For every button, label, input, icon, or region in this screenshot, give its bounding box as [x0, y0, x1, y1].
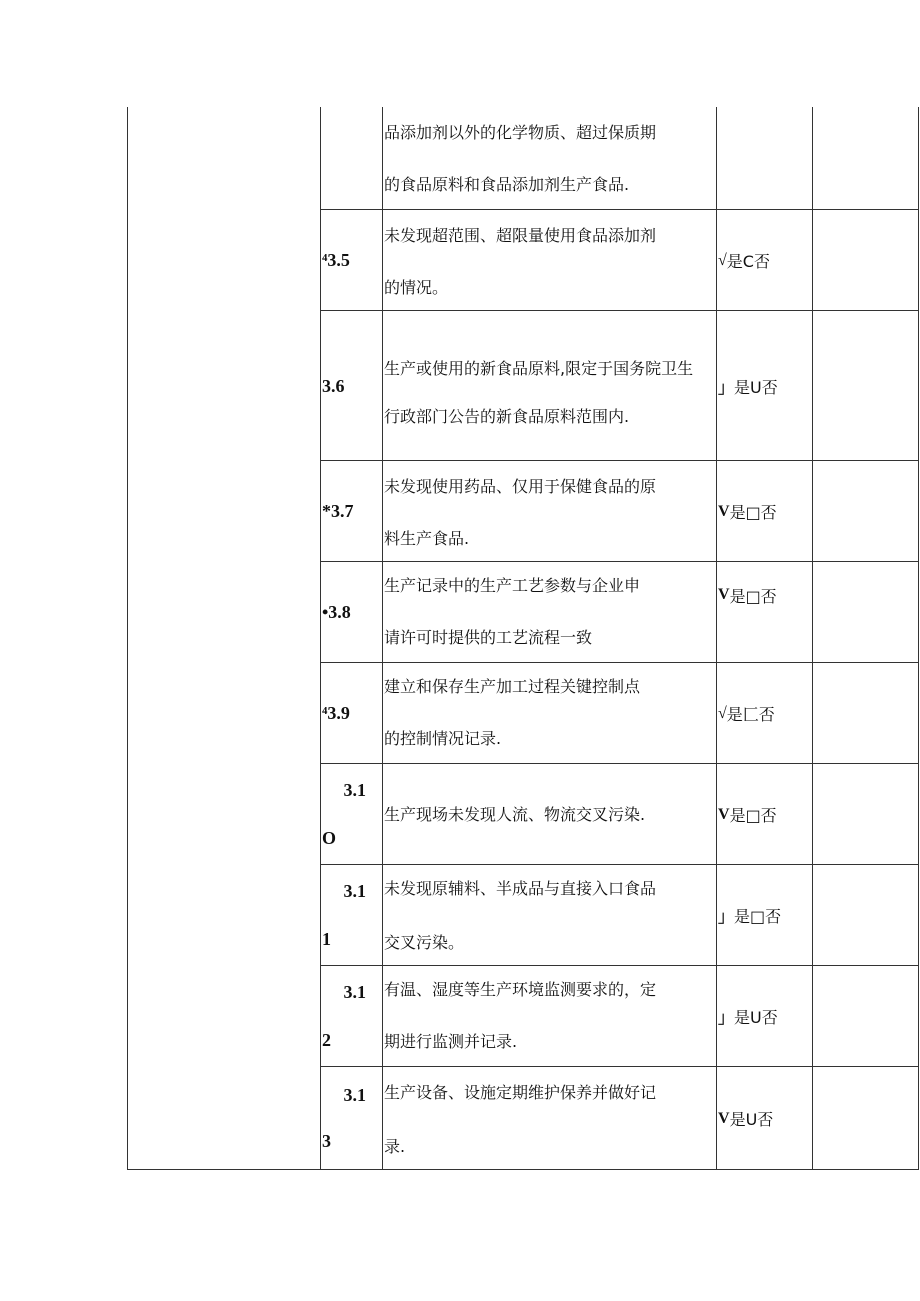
item-description — [384, 1067, 714, 1170]
description-line: 期进行监测并记录. — [384, 1032, 518, 1051]
yes-no-text: 是C否 — [726, 252, 770, 271]
check-mark: V — [718, 805, 730, 823]
item-number: 3.1 O — [322, 780, 366, 848]
description-line: 请许可时提供的工艺流程一致 — [384, 628, 593, 647]
item-number: 3.1 2 — [322, 982, 366, 1050]
description-line: 生产设备、设施定期维护保养并做好记 — [384, 1083, 657, 1102]
result-options[interactable] — [718, 764, 812, 865]
item-number: 3.1 3 — [322, 1085, 366, 1151]
description-line: 有温、湿度等生产环境监测要求的，定 — [384, 980, 657, 999]
yes-no-text: 是U否 — [729, 1110, 774, 1129]
check-mark: 」 — [718, 909, 735, 926]
yes-no-text: 是□否 — [729, 806, 777, 825]
table-row — [320, 966, 919, 1067]
check-mark: √ — [718, 704, 727, 722]
item-description — [384, 461, 714, 562]
yes-no-text: 是□否 — [734, 907, 782, 926]
description-line: 料生产食品. — [384, 529, 470, 548]
description-line: 未发现使用药品、仅用于保健食品的原 — [384, 477, 657, 496]
item-description — [384, 562, 714, 663]
result-options[interactable] — [718, 562, 812, 628]
item-number: 3.6 — [322, 375, 345, 396]
item-description — [384, 764, 714, 865]
description-line: 未发现超范围、超限量使用食品添加剂 — [384, 226, 657, 245]
result-options[interactable] — [718, 210, 812, 311]
check-mark: 」 — [718, 1010, 735, 1027]
item-number: 3.1 1 — [322, 881, 366, 949]
item-number: ⁴3.9 — [322, 703, 350, 723]
check-mark: √ — [718, 251, 727, 269]
description-line: 的食品原料和食品添加剂生产食品. — [384, 175, 630, 194]
yes-no-text: 是U否 — [734, 377, 778, 397]
result-options[interactable] — [718, 1067, 812, 1170]
table-row — [320, 1067, 919, 1170]
yes-no-text: 是匚否 — [726, 705, 775, 724]
item-description — [384, 210, 714, 311]
check-mark: V — [718, 1109, 730, 1127]
check-mark: V — [718, 586, 730, 603]
item-description — [384, 107, 714, 210]
result-options[interactable] — [718, 461, 812, 562]
description-line: 的情况。 — [384, 278, 449, 297]
check-mark: V — [718, 502, 730, 520]
description-line: 交叉污染。 — [384, 933, 465, 952]
item-number: *3.7 — [322, 501, 354, 521]
description-line: 建立和保存生产加工过程关键控制点 — [384, 677, 641, 696]
yes-no-text: 是U否 — [734, 1008, 778, 1027]
yes-no-text: 是□否 — [729, 586, 777, 606]
description-line: 品添加剂以外的化学物质、超过保质期 — [384, 123, 657, 142]
description-line: 录. — [384, 1137, 406, 1156]
description-line: 行政部门公告的新食品原料范围内. — [384, 407, 630, 426]
description-line: 未发现原辅料、半成品与直接入口食品 — [384, 879, 657, 898]
item-description — [384, 865, 714, 966]
table-row — [320, 663, 919, 764]
item-number: ⁴3.5 — [322, 250, 350, 270]
table-row — [320, 311, 919, 461]
description-line: 生产现场未发现人流、物流交叉污染. — [384, 805, 646, 824]
table-row — [320, 461, 919, 562]
result-options[interactable] — [718, 311, 812, 461]
result-options[interactable] — [718, 865, 812, 966]
item-description — [384, 311, 714, 461]
yes-no-text: 是□否 — [729, 503, 777, 522]
item-description — [384, 663, 714, 764]
check-mark: 」 — [718, 379, 735, 397]
table-row — [320, 764, 919, 865]
description-line: 生产或使用的新食品原料,限定于国务院卫生 — [384, 359, 694, 378]
item-number: •3.8 — [322, 602, 351, 622]
item-description — [384, 966, 714, 1067]
table-row — [320, 562, 919, 663]
table-row — [320, 107, 919, 210]
description-line: 生产记录中的生产工艺参数与企业申 — [384, 576, 641, 595]
table-row — [320, 865, 919, 966]
table-row — [320, 210, 919, 311]
result-options[interactable] — [718, 966, 812, 1067]
result-options[interactable] — [718, 663, 812, 764]
description-line: 的控制情况记录. — [384, 729, 502, 748]
